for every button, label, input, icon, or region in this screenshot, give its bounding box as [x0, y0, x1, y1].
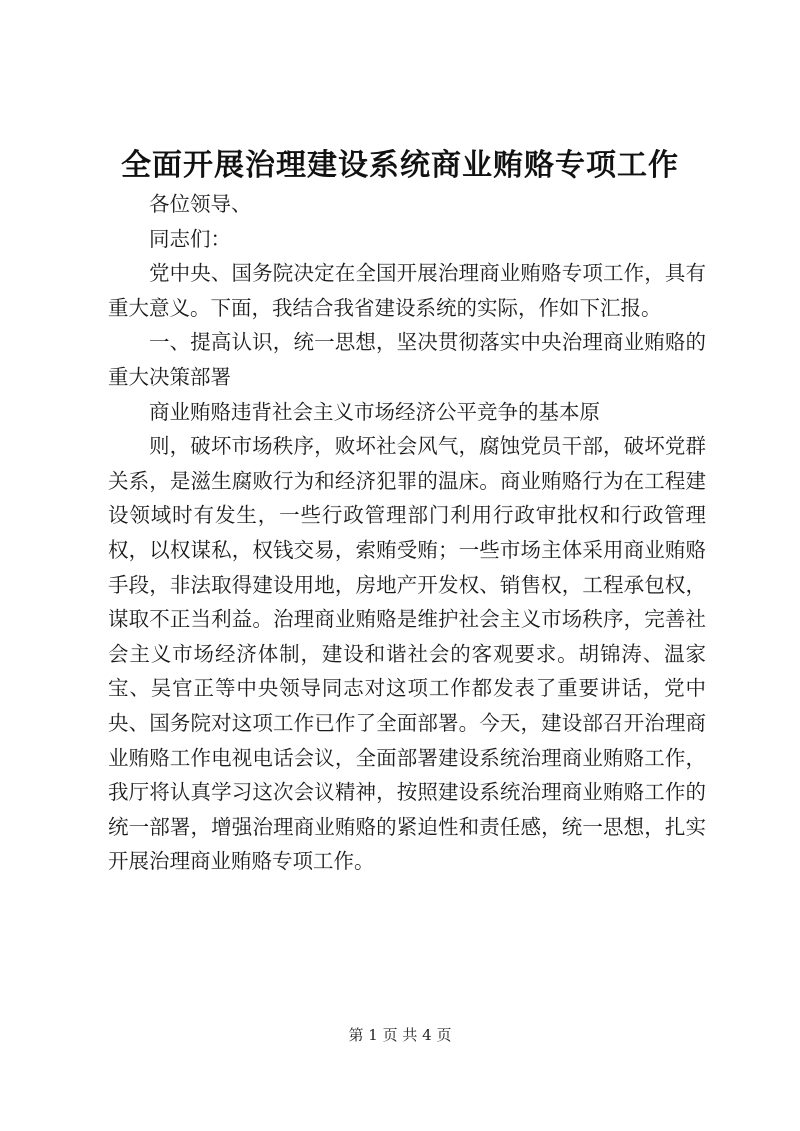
- document-title: 全面开展治理建设系统商业贿赂专项工作: [121, 148, 679, 183]
- document-body: [108, 187, 706, 879]
- section-heading: 一、提高认识，统一思想，坚决贯彻落实中央治理商业贿赂的重大决策部署: [108, 330, 706, 389]
- body-paragraph-lead: 商业贿赂违背社会主义市场经济公平竞争的基本原: [149, 399, 600, 424]
- salutation-line-1: 各位领导、: [149, 192, 252, 216]
- body-paragraph-main: 则，破坏市场秩序，败坏社会风气，腐蚀党员干部，破坏党群关系，是滋生腐败行为和经济犯罪的温床。商业贿赂行为在工程建设领域时有发生，一些行政管理部门利用行政审批权和行政管理权，以权谋私，权钱交易，索贿受贿；一些市场主体采用商业贿赂手段，非法取得建设用地，房地产开发权、销售权，工程承包权，谋取不正当利益。治理商业贿赂是维护社会主义市场秩序，完善社会主义市场经济体制，建设和谐社会的客观要求。胡锦涛、温家宝、吴官正等中央领导同志对这项工作都发表了重要讲话，党中央、国务院对这项工作已作了全面部署。今天，建设部召开治理商业贿赂工作电视电话会议，全面部署建设系统治理商业贿赂工作，我厅将认真学习这次会议精神，按照建设系统治理商业贿赂工作的统一部署，增强治理商业贿赂的紧迫性和责任感，统一思想，扎实开展治理商业贿赂专项工作。: [108, 434, 706, 874]
- page-footer: 第 1 页 共 4 页: [348, 1026, 452, 1044]
- intro-paragraph: 党中央、国务院决定在全国开展治理商业贿赂专项工作，具有重大意义。下面，我结合我省建设系统的实际，作如下汇报。: [108, 261, 706, 320]
- salutation-line-2: 同志们：: [149, 226, 231, 251]
